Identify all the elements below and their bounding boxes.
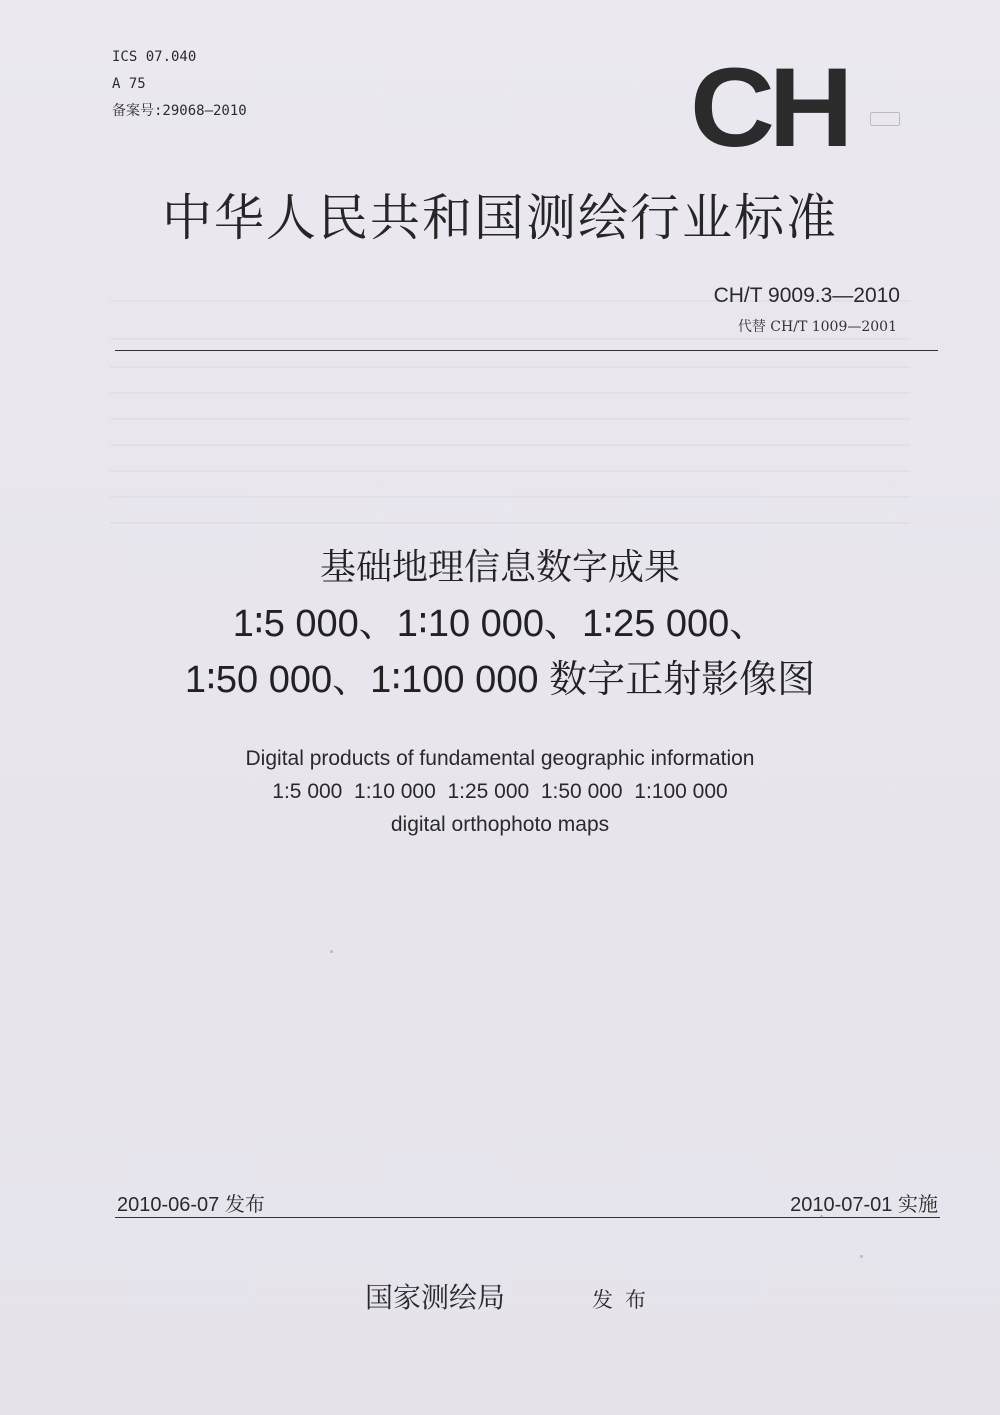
chinese-title: [0, 540, 1000, 708]
bleed-through-line: [110, 366, 910, 368]
bleed-through-line: [110, 418, 910, 420]
bleed-through-line: [110, 522, 910, 524]
issue-date: 2010-06-07 发布: [117, 1194, 265, 1216]
paper-speck: [330, 950, 333, 953]
replaces-standard: 代替 CH/T 1009—2001: [737, 319, 897, 335]
chinese-title-line-3: 1∶50 000、1∶100 000 数字正射影像图: [184, 659, 816, 701]
issue-label: 发布: [592, 1288, 658, 1312]
paper-speck: [860, 1255, 863, 1258]
ch-logo: [690, 45, 870, 170]
header-divider: [115, 350, 938, 351]
filing-number: 备案号:29068—2010: [112, 103, 247, 119]
footer-divider: [115, 1217, 940, 1218]
english-title-line-1: Digital products of fundamental geographic information: [245, 747, 755, 770]
organization-title: 中华人民共和国测绘行业标准: [162, 189, 838, 247]
standard-number: CH/T 9009.3—2010: [713, 284, 900, 307]
english-title-line-2: 1:5 000 1:10 000 1:25 000 1:50 000 1:100 000: [272, 780, 728, 803]
english-title: [0, 742, 1000, 841]
bleed-through-line: [110, 338, 910, 340]
chinese-title-line-2: 1∶5 000、1∶10 000、1∶25 000、: [232, 603, 768, 645]
classification-block: [112, 44, 247, 125]
ics-code: ICS 07.040: [112, 49, 197, 65]
english-title-line-3: digital orthophoto maps: [390, 813, 610, 836]
logo-stamp-mark: [870, 112, 900, 126]
effective-date: 2010-07-01 实施: [790, 1194, 938, 1216]
chinese-title-line-1: 基础地理信息数字成果: [319, 547, 680, 588]
class-code: A 75: [112, 76, 146, 92]
paper-speck: [820, 1215, 823, 1218]
bleed-through-line: [110, 392, 910, 394]
bleed-through-line: [110, 496, 910, 498]
logo-text: CH: [690, 45, 848, 170]
bleed-through-line: [110, 470, 910, 472]
bleed-through-line: [110, 444, 910, 446]
issuing-authority: 国家测绘局: [365, 1281, 506, 1314]
